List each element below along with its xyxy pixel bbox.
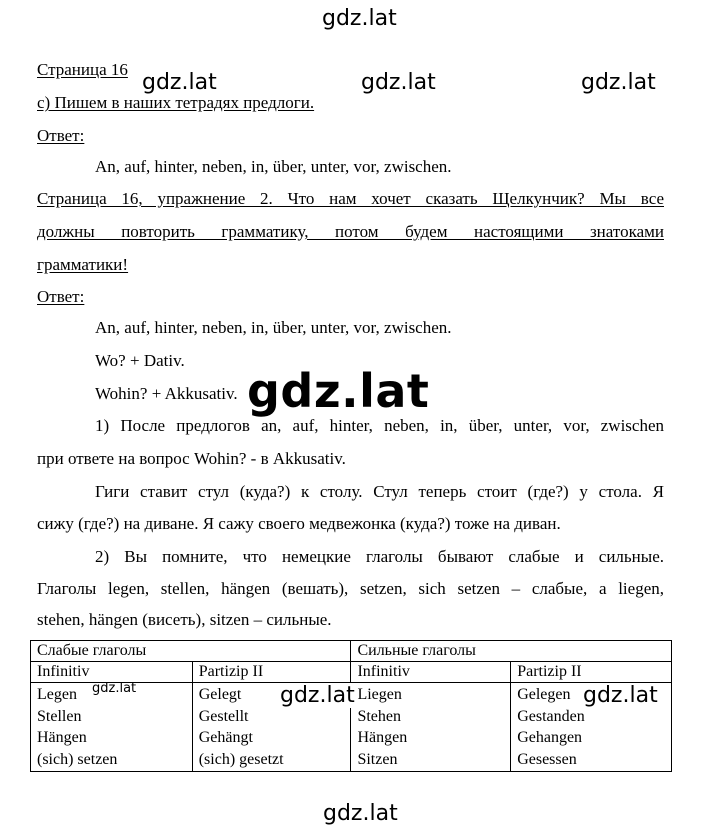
list-item: Legen — [37, 686, 77, 703]
paragraph-1-line-2: при ответе на вопрос Wohin? - в Akkusativ. — [37, 449, 346, 468]
list-item: Liegen — [357, 686, 402, 703]
weak-partizip-header: Partizip II — [192, 662, 351, 683]
list-item: Gehangen — [517, 729, 583, 746]
list-item: Sitzen — [357, 750, 398, 768]
answer-label-2: Ответ: — [37, 287, 85, 306]
paragraph-3-line-3: stehen, hängen (висеть), sitzen – сильные. — [37, 610, 332, 629]
answer-label-1: Ответ: — [37, 126, 85, 145]
list-item: (sich) setzen — [37, 750, 118, 768]
list-item: Stehen — [357, 707, 401, 725]
list-item: Hängen — [37, 729, 87, 746]
weak-verbs-header: Слабые глаголы — [31, 641, 351, 662]
watermark-bottom: gdz.lat — [323, 801, 398, 826]
paragraph-3-line-2: Глаголы legen, stellen, hängen (вешать), setzen, sich setzen – слабые, а liegen, — [37, 579, 664, 598]
watermark-center-big: gdz.lat — [247, 364, 430, 418]
list-item: Gestanden — [517, 707, 585, 725]
paragraph-1-line-1: 1) После предлогов an, auf, hinter, neben, in, über, unter, vor, zwischen — [95, 416, 664, 435]
strong-partizip-header: Partizip II — [511, 662, 672, 683]
task-heading: c) Пишем в наших тетрадях предлоги. — [37, 93, 315, 112]
list-item: Stellen — [37, 707, 82, 725]
weak-infinitiv-header: Infinitiv — [31, 662, 193, 683]
list-item: Gestellt — [198, 707, 249, 725]
list-item: Gelegen — [517, 686, 571, 703]
watermark-top: gdz.lat — [322, 6, 397, 31]
prepositions-line-2: An, auf, hinter, neben, in, über, unter, vor, zwischen. — [95, 318, 452, 337]
watermark-row1-left: gdz.lat — [142, 70, 217, 95]
exercise-heading-line-1: Страница 16, упражнение 2. Что нам хочет сказать Щелкунчик? Мы все — [37, 189, 664, 208]
wohin-akkusativ-line: Wohin? + Akkusativ. — [95, 384, 238, 403]
strong-infinitiv-header: Infinitiv — [351, 662, 511, 683]
strong-verbs-header: Сильные глаголы — [351, 641, 672, 662]
watermark-table-middle: gdz.lat — [280, 683, 355, 708]
wo-dativ-line: Wo? + Dativ. — [95, 351, 185, 370]
page-heading: Страница 16 — [37, 60, 128, 79]
paragraph-2-line-1: Гиги ставит стул (куда?) к столу. Стул теперь стоит (где?) у стола. Я — [95, 482, 664, 501]
watermark-row1-middle: gdz.lat — [361, 70, 436, 95]
exercise-heading-line-2: должны повторить грамматику, потом будем настоящими знатоками — [37, 222, 664, 241]
list-item: Gelegt — [198, 686, 242, 703]
list-item: Hängen — [357, 729, 408, 746]
paragraph-2-line-2: сижу (где?) на диване. Я сажу своего медвежонка (куда?) тоже на диван. — [37, 514, 561, 533]
watermark-table-right: gdz.lat — [583, 683, 658, 708]
exercise-heading-line-3: грамматики! — [37, 255, 129, 274]
watermark-table-tiny: gdz.lat — [92, 681, 137, 696]
watermark-row1-right: gdz.lat — [581, 70, 656, 95]
list-item: Gesessen — [517, 750, 577, 768]
paragraph-3-line-1: 2) Вы помните, что немецкие глаголы бывают слабые и сильные. — [95, 547, 664, 566]
prepositions-line-1: An, auf, hinter, neben, in, über, unter, vor, zwischen. — [95, 157, 452, 176]
list-item: (sich) gesetzt — [198, 750, 284, 768]
list-item: Gehängt — [198, 729, 253, 746]
strong-infinitiv-cell — [351, 683, 511, 772]
